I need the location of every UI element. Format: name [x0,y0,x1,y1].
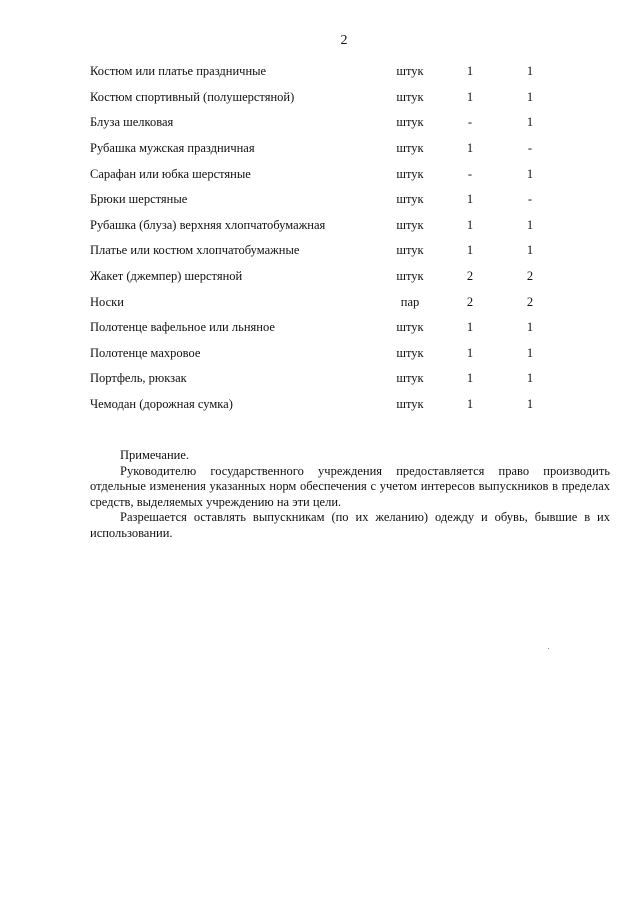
item-qty-a: 1 [466,243,474,258]
item-qty-b: 1 [526,115,534,130]
item-qty-b: 1 [526,243,534,258]
item-qty-b: 1 [526,217,534,232]
item-qty-b: 2 [526,294,534,309]
item-qty-b: - [527,141,533,156]
item-qty-a: 2 [466,294,474,309]
item-qty-b: 1 [526,397,534,412]
table-row [90,136,560,162]
item-qty-b: 1 [526,64,534,79]
item-qty-b: 1 [526,166,534,181]
item-qty-a: - [467,115,473,130]
item-qty-b: 2 [526,269,534,284]
item-qty-a: 1 [466,89,474,104]
table-row [90,366,560,392]
item-name: Костюм или платье праздничные [90,64,267,79]
item-name: Жакет (джемпер) шерстяной [90,269,243,284]
item-qty-b: 1 [526,89,534,104]
item-qty-b: 1 [526,320,534,335]
item-qty-a: 1 [466,192,474,207]
item-qty-b: 1 [526,345,534,360]
item-qty-a: 1 [466,320,474,335]
item-unit: штук [396,320,424,335]
item-qty-a: - [467,166,473,181]
item-name: Чемодан (дорожная сумка) [90,397,233,412]
item-unit: штук [396,115,424,130]
page-number: 2 [340,33,348,48]
table-row [90,213,560,239]
item-name: Костюм спортивный (полушерстяной) [90,89,295,104]
table-row [90,341,560,367]
item-unit: штук [396,64,424,79]
item-qty-a: 1 [466,397,474,412]
table-row [90,238,560,264]
items-table [90,59,560,417]
table-row [90,161,560,187]
item-name: Платье или костюм хлопчатобумажные [90,243,300,258]
note-section [90,448,610,541]
item-unit: штук [396,166,424,181]
item-unit: пар [400,294,420,309]
item-qty-a: 1 [466,217,474,232]
note-paragraph-1: Руководителю государственного учреждения предоставляется право производить отдельные изменения указанных норм обеспечения с учетом интересов выпускников в пределах средств, выделяемых учреждению на эти цели. [90,463,610,509]
table-row [90,315,560,341]
item-name: Полотенце вафельное или льняное [90,320,275,335]
item-name: Рубашка мужская праздничная [90,141,255,156]
item-name: Портфель, рюкзак [90,371,187,386]
item-qty-a: 1 [466,371,474,386]
table-row [90,110,560,136]
table-row [90,187,560,213]
table-row [90,392,560,418]
item-name: Блуза шелковая [90,115,174,130]
item-name: Полотенце махровое [90,345,201,360]
note-paragraph-2: Разрешается оставлять выпускникам (по их желанию) одежду и обувь, бывшие в их использовании. [90,510,610,540]
item-unit: штук [396,397,424,412]
item-qty-a: 2 [466,269,474,284]
item-qty-b: - [527,192,533,207]
items-table-body [90,59,560,417]
item-name: Рубашка (блуза) верхняя хлопчатобумажная [90,217,326,232]
item-unit: штук [396,217,424,232]
item-unit: штук [396,141,424,156]
item-name: Брюки шерстяные [90,192,188,207]
table-row [90,59,560,85]
item-unit: штук [396,345,424,360]
item-unit: штук [396,371,424,386]
table-row [90,264,560,290]
table-row [90,85,560,111]
item-qty-a: 1 [466,141,474,156]
item-qty-b: 1 [526,371,534,386]
item-unit: штук [396,269,424,284]
note-title: Примечание. [120,448,190,462]
scan-dot-mark [548,648,549,649]
item-unit: штук [396,89,424,104]
item-qty-a: 1 [466,64,474,79]
item-name: Сарафан или юбка шерстяные [90,166,251,181]
table-row [90,289,560,315]
item-unit: штук [396,243,424,258]
item-unit: штук [396,192,424,207]
item-name: Носки [90,294,124,309]
item-qty-a: 1 [466,345,474,360]
